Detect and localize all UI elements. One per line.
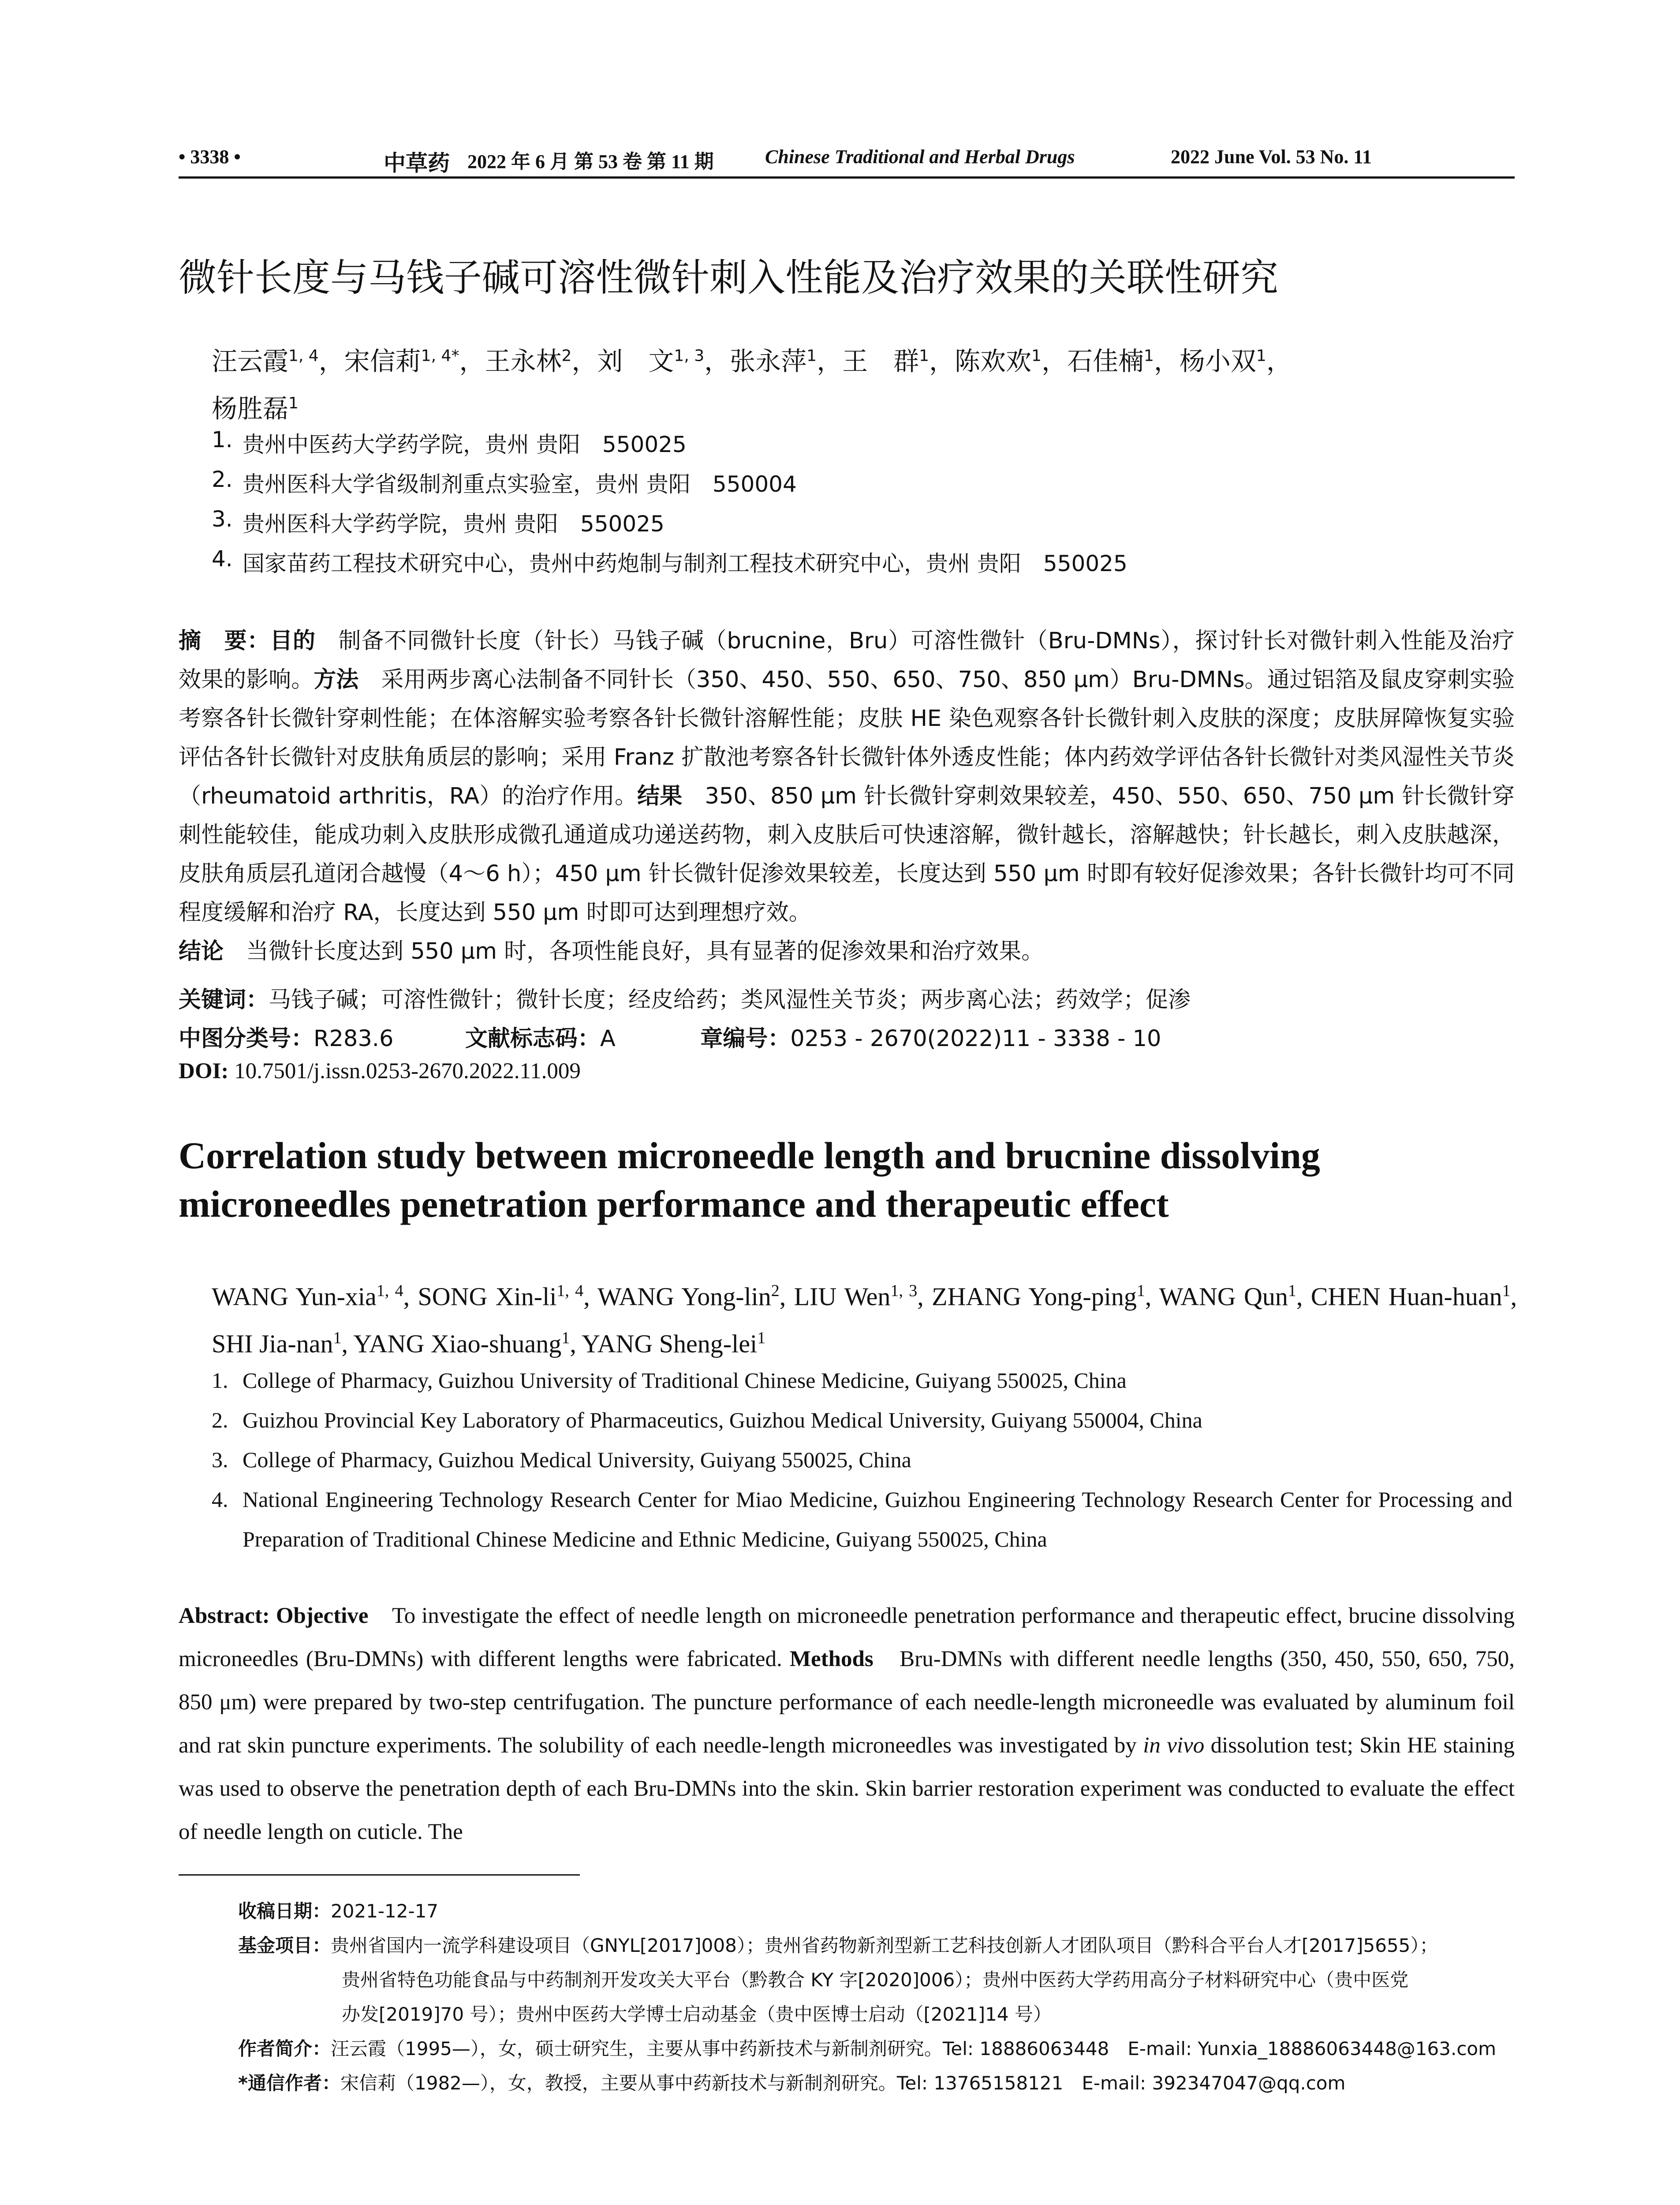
author-sup-en: 1	[561, 1329, 570, 1348]
author-sup: 1, 3	[674, 347, 705, 365]
author-sup: 1	[1143, 347, 1154, 365]
author-sup: 1	[806, 347, 817, 365]
author-sup: 2	[561, 347, 572, 365]
footnote-author: 作者简介： 汪云霞（1995—），女，硕士研究生，主要从事中药新技术与新制剂研究。Tel: 18886063448 E-mail: Yunxia_18886063448@163.com	[238, 2038, 1497, 2059]
affiliation-en-3: 3. College of Pharmacy, Guizhou Medical University, Guiyang 550025, China	[212, 1447, 911, 1472]
author-sup-en: 1	[757, 1329, 766, 1348]
author-name-en: WANG Qun	[1159, 1282, 1288, 1311]
author-name-en: CHEN Huan-huan	[1310, 1282, 1502, 1311]
author-list-cn: 汪云霞$^{1, 4}$，宋信莉$^{1, 4*}$，王永林$^2$，刘 文$^{1, 3}$，张永萍$^1$，王 群$^1$，陈欢欢$^1$，石佳楠$^1$，杨小双$^1$， 杨胜磊$^1$	[212, 346, 1292, 424]
author-name: 宋信莉	[344, 346, 421, 377]
author-sup-en: 1	[333, 1329, 342, 1348]
methods-label: 方法	[314, 667, 359, 693]
author-name: 张永萍	[730, 346, 807, 377]
footnote-corresponding: *通信作者： 宋信莉（1982—），女，教授，主要从事中药新技术与新制剂研究。Tel: 13765158121 E-mail: 392347047@qq.com	[238, 2072, 1346, 2094]
issue-info-en: 2022 June Vol. 53 No. 11	[1171, 146, 1372, 168]
objective-label: 目的	[270, 628, 316, 654]
affiliation-en-2: 2. Guizhou Provincial Key Laboratory of Pharmaceutics, Guizhou Medical University, Guiyang 550004, China	[212, 1408, 1202, 1432]
affiliation-cn-4: 4. 国家苗药工程技术研究中心，贵州中药炮制与制剂工程技术研究中心，贵州 贵阳 550025	[212, 546, 1127, 576]
abstract-label: 摘 要：	[179, 628, 270, 654]
objective-text: 制备不同微针长度（针长）马钱子碱（brucnine，Bru）可溶性微针（Bru-DMNs），探讨针长对微针刺入性能及治疗效果的影响。	[179, 628, 1515, 693]
journal-name-cn: 中草药	[384, 151, 450, 176]
classification: 中图分类号：R283.6 文献标志码：A 章编号：0253 - 2670(2022)11 - 3338 - 10	[179, 1026, 1161, 1052]
author-name-en: SHI Jia-nan	[212, 1329, 333, 1358]
keywords: 关键词：马钱子碱；可溶性微针；微针长度；经皮给药；类风湿性关节炎；两步离心法；药效学；促渗	[179, 987, 1191, 1013]
affiliation-en-1: 1. College of Pharmacy, Guizhou University of Traditional Chinese Medicine, Guiyang 550025, China	[212, 1368, 1127, 1393]
author-name: 汪云霞	[212, 346, 289, 377]
author-sup-en: 2	[771, 1282, 780, 1300]
author-sup-en: 1	[1136, 1282, 1145, 1300]
abstract-en-label: Abstract: Objective	[179, 1603, 369, 1628]
author-sup: 1	[1031, 347, 1042, 365]
author-name-en: LIU Wen	[794, 1282, 891, 1311]
doi-link[interactable]: 10.7501/j.issn.0253-2670.2022.11.009	[234, 1059, 581, 1084]
author-name-en: YANG Xiao-shuang	[353, 1329, 562, 1358]
author-name: 杨小双	[1179, 346, 1256, 377]
author-name-en: WANG Yong-lin	[597, 1282, 771, 1311]
page-number: • 3338 •	[179, 146, 241, 168]
title-cn: 微针长度与马钱子碱可溶性微针刺入性能及治疗效果的关联性研究	[179, 256, 1278, 300]
author-sup-en: 1	[1502, 1282, 1511, 1300]
affiliation-cn-1: 1. 贵州中医药大学药学院，贵州 贵阳 550025	[212, 427, 687, 457]
affiliation-cn-3: 3. 贵州医科大学药学院，贵州 贵阳 550025	[212, 506, 665, 537]
affiliation-cn-2: 2. 贵州医科大学省级制剂重点实验室，贵州 贵阳 550004	[212, 467, 797, 497]
author-name: 王 群	[842, 346, 919, 377]
issue-info-cn: 2022 年 6 月 第 53 卷 第 11 期	[467, 151, 714, 172]
author-name-en: ZHANG Yong-ping	[932, 1282, 1137, 1311]
title-en: Correlation study between microneedle length and brucnine dissolving microneedles penetration performance and therapeutic effect	[179, 1134, 1320, 1225]
footnote-received: 收稿日期： 2021-12-17	[238, 1900, 439, 1922]
author-name: 王永林	[485, 346, 562, 377]
abstract-en: Abstract: Objective To investigate the effect of needle length on microneedle penetration performance and therapeutic effect, brucine dissolving microneedles (Bru-DMNs) with different lengths were fabricated. Methods Bru-DMNs with different needle lengths (350, 450, 550, 650, 750, 850 μm) were prepared by two-step centrifugation. The puncture performance of each needle-length microneedle was evaluated by aluminum foil and rat skin puncture experiments. The solubility of each needle-length microneedles was investigated by in vivo dissolution test; Skin HE staining was used to observe the penetration depth of each Bru-DMNs into the skin. Skin barrier restoration experiment was conducted to evaluate the effect of needle length on cuticle. The	[179, 1603, 1515, 1844]
conclusion-text: 当微针长度达到 550 μm 时，各项性能良好，具有显著的促渗效果和治疗效果。	[224, 938, 1044, 964]
author-sup: 1	[1256, 347, 1266, 365]
author-name: 陈欢欢	[955, 346, 1032, 377]
footnote-rule	[179, 1874, 580, 1876]
author-sup-en: 1, 3	[890, 1282, 918, 1300]
footnote-fund: 基金项目： 贵州省国内一流学科建设项目（GNYL[2017]008）；贵州省药物新剂型新工艺科技创新人才团队项目（黔科合平台人才[2017]5655）； 贵州省特色功能食品与中药制剂开发攻关大平台（黔教合 KY 字[2020]006）；贵州中医药大学药用高分子材料研究中心（贵中医党 办发[2019]70 号）；贵州中医药大学博士启动基金（贵中医博士启动（[2021]14 号）	[238, 1935, 1438, 2025]
author-sup: 1	[288, 394, 299, 413]
abstract-cn	[179, 622, 1515, 971]
author-name: 刘 文	[597, 346, 674, 377]
author-sup-en: 1	[1288, 1282, 1296, 1300]
author-sup: 1	[919, 347, 929, 365]
affiliation-en-4: 4. National Engineering Technology Research Center for Miao Medicine, Guizhou Engineering Technology Research Center for Processing and Preparation of Traditional Chinese Medicine and Ethnic Medicine, Guiyang 550025, China	[212, 1487, 1512, 1551]
methods-en-label: Methods	[789, 1647, 874, 1671]
results-label: 结果	[637, 783, 683, 809]
author-sup: 1, 4*	[421, 347, 459, 365]
results-text: 350、850 μm 针长微针穿刺效果较差，450、550、650、750 μm 针长微针穿刺性能较佳，能成功刺入皮肤形成微孔通道成功递送药物，刺入皮肤后可快速溶解，微针越长，溶解越快；针长越长，刺入皮肤越深，皮肤角质层孔道闭合越慢（4～6 h）；450 μm 针长微针促渗效果较差，长度达到 550 μm 时即有较好促渗效果；各针长微针均可不同程度缓解和治疗 RA，长度达到 550 μm 时即可达到理想疗效。	[179, 783, 1515, 926]
author-sup-en: 1, 4	[556, 1282, 584, 1300]
author-list-en: WANG Yun-xia$^{1, 4}$, SONG Xin-li$^{1, 4}$, WANG Yong-lin$^2$, LIU Wen$^{1, 3}$, ZHANG Yong-ping$^1$, WANG Qun$^1$, CHEN Huan-huan$^1$, SHI Jia-nan$^1$, YANG Xiao-shuang$^1$, YANG Sheng-lei$^1$	[212, 1282, 1517, 1358]
author-sup-en: 1, 4	[376, 1282, 403, 1300]
journal-name-en: Chinese Traditional and Herbal Drugs	[765, 146, 1075, 168]
conclusion-label: 结论	[179, 938, 224, 964]
author-name: 石佳楠	[1067, 346, 1144, 377]
author-name: 杨胜磊	[212, 393, 289, 424]
doi: DOI: 10.7501/j.issn.0253-2670.2022.11.009	[179, 1059, 581, 1084]
author-sup: 1, 4	[288, 347, 319, 365]
author-name-en: SONG Xin-li	[418, 1282, 557, 1311]
methods-text: 采用两步离心法制备不同针长（350、450、550、650、750、850 μm）Bru-DMNs。通过铝箔及鼠皮穿刺实验考察各针长微针穿刺性能；在体溶解实验考察各针长微针溶解性能；皮肤 HE 染色观察各针长微针刺入皮肤的深度；皮肤屏障恢复实验评估各针长微针对皮肤角质层的影响；采用 Franz 扩散池考察各针长微针体外透皮性能；体内药效学评估各针长微针对类风湿性关节炎（rheumatoid arthritis，RA）的治疗作用。	[179, 667, 1515, 809]
author-name-en: WANG Yun-xia	[212, 1282, 377, 1311]
header-rule	[179, 176, 1515, 179]
author-name-en: YANG Sheng-lei	[582, 1329, 758, 1358]
